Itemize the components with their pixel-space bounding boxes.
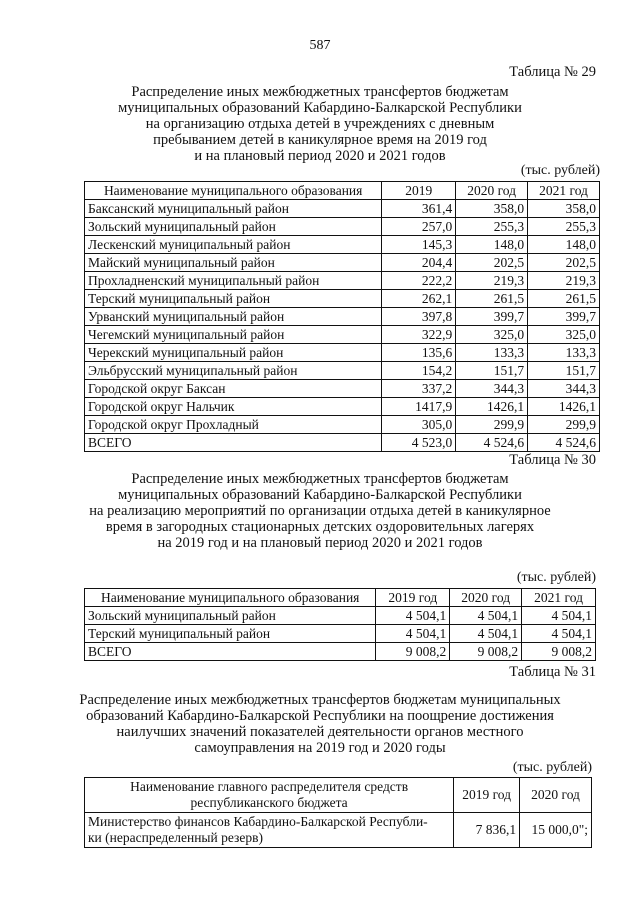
row-name: Урванский муниципальный район bbox=[85, 308, 382, 326]
table-row bbox=[85, 398, 600, 416]
cell-2021: 9 008,2 bbox=[522, 643, 596, 661]
cell-2020: 325,0 bbox=[456, 326, 528, 344]
cell-2019: 1417,9 bbox=[382, 398, 456, 416]
cell-2021: 219,3 bbox=[528, 272, 600, 290]
table-row bbox=[85, 218, 600, 236]
table-row bbox=[85, 200, 600, 218]
cell-2019: 222,2 bbox=[382, 272, 456, 290]
table-row bbox=[85, 254, 600, 272]
cell-2021: 4 504,1 bbox=[522, 607, 596, 625]
row-name: ВСЕГО bbox=[85, 434, 382, 452]
cell-2019: 4 523,0 bbox=[382, 434, 456, 452]
title-line: пребыванием детей в каникулярное время на 2019 год bbox=[153, 132, 487, 148]
cell-2020: 4 504,1 bbox=[450, 607, 522, 625]
column-header-2020: 2020 год bbox=[450, 589, 522, 607]
title-line: муниципальных образований Кабардино-Балкарской Республики bbox=[118, 487, 522, 503]
title-line: на реализацию мероприятий по организации отдыха детей в каникулярное bbox=[89, 503, 551, 519]
cell-2021: 4 524,6 bbox=[528, 434, 600, 452]
cell-2020: 344,3 bbox=[456, 380, 528, 398]
table-row bbox=[85, 362, 600, 380]
table-30-units: (тыс. рублей) bbox=[516, 570, 596, 585]
cell-2021: 151,7 bbox=[528, 362, 600, 380]
title-line: муниципальных образований Кабардино-Балкарской Республики bbox=[118, 100, 522, 116]
cell-2021: 261,5 bbox=[528, 290, 600, 308]
cell-2019: 4 504,1 bbox=[376, 607, 450, 625]
column-header-2020: 2020 год bbox=[456, 182, 528, 200]
table-row bbox=[85, 643, 596, 661]
cell-2019: 135,6 bbox=[382, 344, 456, 362]
cell-2019: 397,8 bbox=[382, 308, 456, 326]
cell-2021: 358,0 bbox=[528, 200, 600, 218]
row-name: Городской округ Прохладный bbox=[85, 416, 382, 434]
cell-2019: 204,4 bbox=[382, 254, 456, 272]
table-29 bbox=[84, 181, 600, 452]
column-header-name: Наименование муниципального образования bbox=[85, 589, 376, 607]
table-31 bbox=[84, 777, 592, 848]
table-29-label: Таблица № 29 bbox=[509, 64, 596, 80]
header-line: республиканского бюджета bbox=[190, 795, 348, 810]
cell-2021: 1426,1 bbox=[528, 398, 600, 416]
table-29-units: (тыс. рублей) bbox=[520, 163, 600, 178]
table-30 bbox=[84, 588, 596, 661]
cell-2021: 4 504,1 bbox=[522, 625, 596, 643]
column-header-2021: 2021 год bbox=[522, 589, 596, 607]
row-name: Эльбрусский муниципальный район bbox=[85, 362, 382, 380]
cell-2021: 399,7 bbox=[528, 308, 600, 326]
row-name: Зольский муниципальный район bbox=[85, 218, 382, 236]
table-row bbox=[85, 416, 600, 434]
table-row bbox=[85, 607, 596, 625]
column-header-name: Наименование муниципального образования bbox=[85, 182, 382, 200]
cell-2021: 255,3 bbox=[528, 218, 600, 236]
table-row bbox=[85, 290, 600, 308]
row-name: Лескенский муниципальный район bbox=[85, 236, 382, 254]
table-31-title bbox=[0, 692, 640, 756]
cell-2019: 9 008,2 bbox=[376, 643, 450, 661]
row-name: Прохладненский муниципальный район bbox=[85, 272, 382, 290]
title-line: Распределение иных межбюджетных трансфертов бюджетам bbox=[131, 471, 509, 487]
title-line: наилучших значений показателей деятельности органов местного bbox=[116, 724, 524, 740]
table-31-units: (тыс. рублей) bbox=[512, 760, 592, 775]
cell-2021: 325,0 bbox=[528, 326, 600, 344]
table-row bbox=[85, 272, 600, 290]
cell-2019: 262,1 bbox=[382, 290, 456, 308]
cell-2020: 399,7 bbox=[456, 308, 528, 326]
cell-2020: 133,3 bbox=[456, 344, 528, 362]
row-name: Баксанский муниципальный район bbox=[85, 200, 382, 218]
column-header-2019: 2019 bbox=[382, 182, 456, 200]
cell-2020: 219,3 bbox=[456, 272, 528, 290]
table-header-row bbox=[85, 778, 592, 813]
column-header-name bbox=[85, 778, 454, 813]
table-header-row bbox=[85, 182, 600, 200]
row-name: Терский муниципальный район bbox=[85, 290, 382, 308]
cell-2019: 7 836,1 bbox=[454, 813, 520, 848]
cell-2019: 145,3 bbox=[382, 236, 456, 254]
cell-2020: 358,0 bbox=[456, 200, 528, 218]
row-name: Зольский муниципальный район bbox=[85, 607, 376, 625]
header-line: Наименование главного распределителя средств bbox=[130, 779, 409, 794]
row-name: Чегемский муниципальный район bbox=[85, 326, 382, 344]
table-row bbox=[85, 308, 600, 326]
cell-2019: 305,0 bbox=[382, 416, 456, 434]
title-line: и на плановый период 2020 и 2021 годов bbox=[194, 148, 446, 164]
cell-2019: 337,2 bbox=[382, 380, 456, 398]
name-line: ки (нераспределенный резерв) bbox=[88, 830, 263, 845]
row-name: ВСЕГО bbox=[85, 643, 376, 661]
cell-2019: 154,2 bbox=[382, 362, 456, 380]
table-row bbox=[85, 344, 600, 362]
title-line: на организацию отдыха детей в учреждениях с дневным bbox=[145, 116, 495, 132]
table-row bbox=[85, 813, 592, 848]
cell-2019: 4 504,1 bbox=[376, 625, 450, 643]
cell-2020: 4 504,1 bbox=[450, 625, 522, 643]
title-line: образований Кабардино-Балкарской Республики на поощрение достижения bbox=[86, 708, 554, 724]
cell-2021: 344,3 bbox=[528, 380, 600, 398]
row-name: Городской округ Баксан bbox=[85, 380, 382, 398]
table-31-label: Таблица № 31 bbox=[509, 664, 596, 680]
cell-2020: 9 008,2 bbox=[450, 643, 522, 661]
cell-2020: 255,3 bbox=[456, 218, 528, 236]
table-29-title bbox=[0, 84, 640, 164]
cell-2019: 361,4 bbox=[382, 200, 456, 218]
table-row bbox=[85, 434, 600, 452]
title-line: самоуправления на 2019 год и 2020 годы bbox=[194, 740, 446, 756]
title-line: Распределение иных межбюджетных трансфертов бюджетам bbox=[131, 84, 509, 100]
name-line: Министерство финансов Кабардино-Балкарской Республи- bbox=[88, 814, 428, 829]
row-name: Терский муниципальный район bbox=[85, 625, 376, 643]
cell-2020: 261,5 bbox=[456, 290, 528, 308]
table-row bbox=[85, 326, 600, 344]
cell-2020: 15 000,0"; bbox=[520, 813, 592, 848]
title-line: время в загородных стационарных детских оздоровительных лагерях bbox=[105, 519, 535, 535]
column-header-2019: 2019 год bbox=[454, 778, 520, 813]
row-name: Майский муниципальный район bbox=[85, 254, 382, 272]
cell-2020: 202,5 bbox=[456, 254, 528, 272]
title-line: Распределение иных межбюджетных трансфертов бюджетам муниципальных bbox=[79, 692, 561, 708]
table-header-row bbox=[85, 589, 596, 607]
column-header-2020: 2020 год bbox=[520, 778, 592, 813]
column-header-2019: 2019 год bbox=[376, 589, 450, 607]
table-row bbox=[85, 625, 596, 643]
cell-2020: 1426,1 bbox=[456, 398, 528, 416]
row-name: Городской округ Нальчик bbox=[85, 398, 382, 416]
cell-2020: 151,7 bbox=[456, 362, 528, 380]
cell-2020: 299,9 bbox=[456, 416, 528, 434]
cell-2021: 299,9 bbox=[528, 416, 600, 434]
column-header-2021: 2021 год bbox=[528, 182, 600, 200]
page-number: 587 bbox=[309, 38, 331, 53]
table-row bbox=[85, 236, 600, 254]
cell-2020: 148,0 bbox=[456, 236, 528, 254]
cell-2019: 322,9 bbox=[382, 326, 456, 344]
cell-2021: 133,3 bbox=[528, 344, 600, 362]
table-row bbox=[85, 380, 600, 398]
cell-2019: 257,0 bbox=[382, 218, 456, 236]
cell-2021: 148,0 bbox=[528, 236, 600, 254]
cell-2020: 4 524,6 bbox=[456, 434, 528, 452]
table-30-title bbox=[0, 471, 640, 551]
cell-2021: 202,5 bbox=[528, 254, 600, 272]
title-line: на 2019 год и на плановый период 2020 и 2021 годов bbox=[157, 535, 483, 551]
row-name: Черекский муниципальный район bbox=[85, 344, 382, 362]
table-30-label: Таблица № 30 bbox=[509, 452, 596, 468]
row-name bbox=[85, 813, 454, 848]
